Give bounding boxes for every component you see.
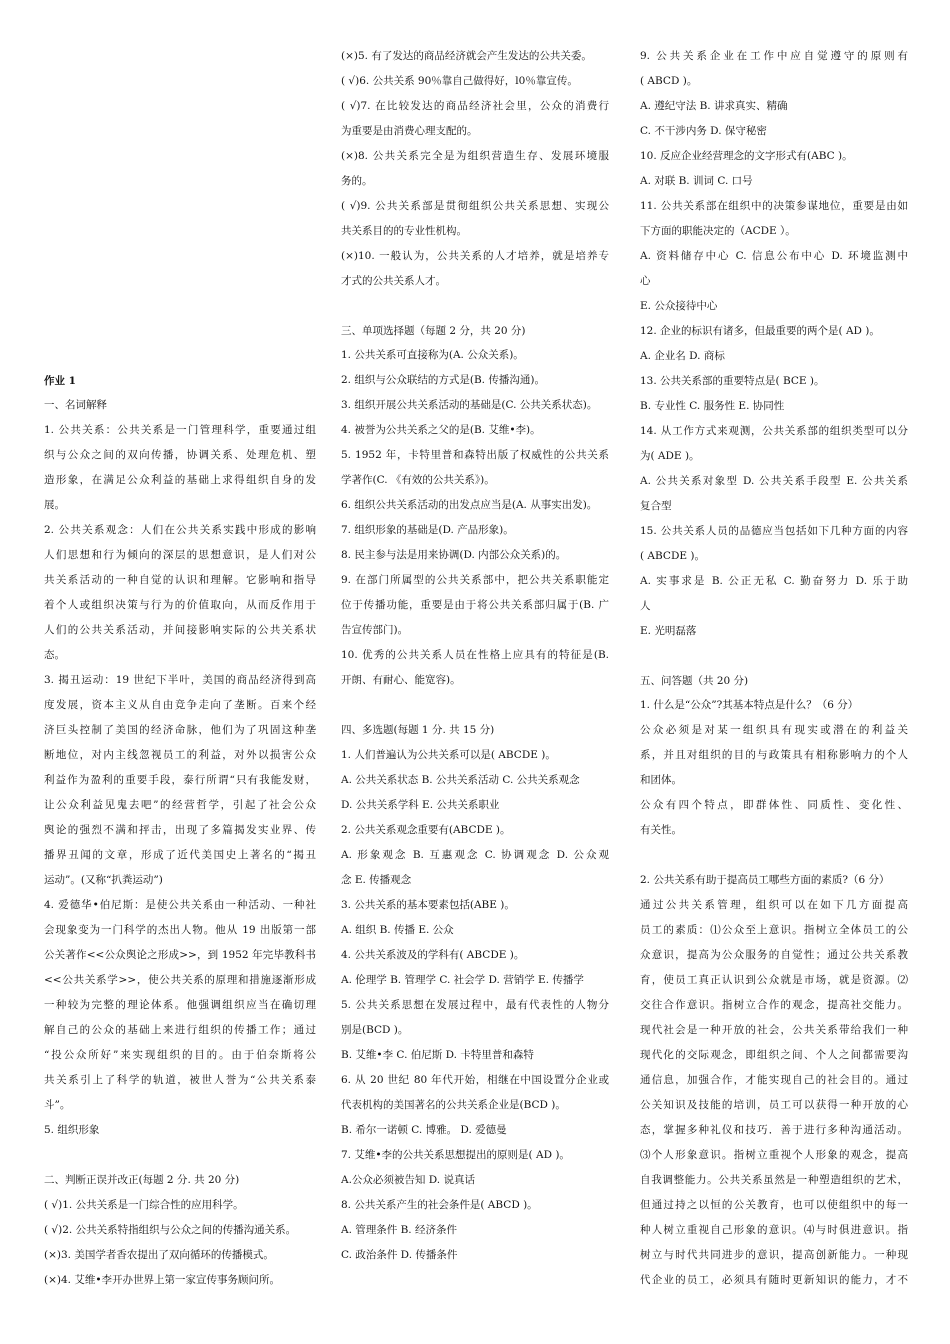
- col2-text-line: ( √)9. 公共关系部是贯彻组织公共关系思想、实现公: [341, 200, 609, 212]
- col2-text-line: 5. 公共关系思想在发展过程中，最有代表性的人物分: [341, 999, 609, 1011]
- col3-text-line: 系，并且对组织的目的与政策具有相称影响力的个人: [640, 749, 908, 761]
- col1-text-line: 利益作为盈利的重要手段，泰行所谓“只有我能发财，: [44, 774, 316, 786]
- col2-text-line: 2. 组织与公众联结的方式是(B. 传播沟通)。: [341, 374, 545, 386]
- col3-text-line: 公众必须是对某一组织具有现实或潜在的利益关: [640, 724, 908, 736]
- col1-text-line: 会现象变为一门科学的杰出人物。他从 19 出版第一部: [44, 924, 316, 936]
- col3-text-line: 2. 公共关系有助于提高员工哪些方面的素质?（6 分）: [640, 874, 890, 886]
- col2-text-line: D. 公共关系学科 E. 公共关系职业: [341, 799, 500, 811]
- col1-text-line: “投公众所好”来实现组织的目的。由于伯奈斯将公: [44, 1049, 316, 1061]
- col1-text-line: 斗”。: [44, 1099, 71, 1111]
- col2-text-line: 共关系目的的专业性机构。: [341, 225, 467, 237]
- col3-text-line: ( ABCD )。: [640, 75, 698, 87]
- col3-text-line: 员工的素质：⑴公众至上意识。指树立全体员工的公: [640, 924, 908, 936]
- col3-text-line: C. 不干涉内务 D. 保守秘密: [640, 125, 767, 137]
- col1-text-line: 态。: [44, 649, 65, 661]
- col1-text-line: 3. 揭丑运动：19 世纪下半叶，美国的商品经济得到高: [44, 674, 316, 686]
- col1-text-line: 造形象，在满足公众利益的基础上求得组织自身的发: [44, 474, 316, 486]
- col3-text-line: A. 公共关系对象型 D. 公共关系手段型 E. 公共关系: [640, 475, 908, 487]
- col3-text-line: 代企业的员工，必须具有随时更新知识的能力，才不: [640, 1274, 908, 1286]
- col2-text-line: ( √)6. 公共关系 90％靠自己做得好，l0％靠宣传。: [341, 75, 578, 87]
- col1-text-line: (×)3. 美国学者香农提出了双向循环的传播模式。: [44, 1249, 274, 1261]
- col3-text-line: 14. 从工作方式来观测，公共关系部的组织类型可以分: [640, 425, 908, 437]
- col3-text-line: 复合型: [640, 500, 672, 512]
- col1-text-line: 解自己的公众的基础上来进行组织的传播工作；通过: [44, 1024, 316, 1036]
- col1-text-line: 度发展，资本主义从自由竞争走向了垄断。百来个经: [44, 699, 316, 711]
- col1-text-line: 一、名词解释: [44, 399, 107, 411]
- col1-text-line: 让公众利益见鬼去吧”的经营哲学，引起了社会公众: [44, 799, 316, 811]
- col1-text-line: 织与公众之间的双向传播，协调关系、处理危机、塑: [44, 449, 316, 461]
- col3-text-line: 15. 公共关系人员的品德应当包括如下几种方面的内容: [640, 525, 908, 537]
- col3-text-line: 13. 公共关系部的重要特点是( BCE )。: [640, 375, 825, 387]
- col3-text-line: 心: [640, 275, 651, 287]
- col1-text-line: 济巨头控制了美国的经济命脉，他们为了巩固这种垄: [44, 724, 316, 736]
- col1-text-line: 人们思想和行为倾向的深层的思想意识，是人们对公: [44, 549, 316, 561]
- col3-text-line: 自我调整能力。公共关系虽然是一种塑造组织的艺术，: [640, 1174, 908, 1186]
- col2-text-line: 2. 公共关系观念重要有(ABCDE )。: [341, 824, 511, 836]
- col1-text-line: 4. 爱德华•伯尼斯：是使公共关系由一种活动、一种社: [44, 899, 316, 911]
- col1-text-line: <<公共关系学>>，使公共关系的原理和措施逐渐形成: [44, 974, 316, 986]
- col3-text-line: E. 光明磊落: [640, 625, 697, 637]
- col1-text-line: ( √)1. 公共关系是一门综合性的应用科学。: [44, 1199, 244, 1211]
- col3-text-line: 1. 什么是“公众”?其基本特点是什么？（6 分）: [640, 699, 859, 711]
- col3-text-line: E. 公众接待中心: [640, 300, 718, 312]
- col3-text-line: ( ABCDE )。: [640, 550, 705, 562]
- col2-text-line: 3. 公共关系的基本要素包括(ABE )。: [341, 899, 515, 911]
- col2-text-line: 为重要是由消费心理支配的。: [341, 125, 478, 137]
- col2-text-line: 5. 1952 年，卡特里普和森特出版了权威性的公共关系: [341, 449, 609, 461]
- col2-text-line: 开朗、有耐心、能宽容)。: [341, 674, 461, 686]
- col3-text-line: 公关知识及技能的培训，员工可以获得一种开放的心: [640, 1099, 908, 1111]
- col1-text-line: 共关系活动的一种自觉的认识和理解。它影响和指导: [44, 574, 316, 586]
- col2-text-line: 6. 从 20 世纪 80 年代开始，相继在中国设置分企业或: [341, 1074, 609, 1086]
- col1-text-line: 共关系引上了科学的轨道，被世人誉为“公共关系泰: [44, 1074, 316, 1086]
- col2-text-line: 8. 公共关系产生的社会条件是( ABCD )。: [341, 1199, 538, 1211]
- col3-text-line: A. 企业名 D. 商标: [640, 350, 725, 362]
- col3-text-line: 公众有四个特点，即群体性、同质性、变化性、: [640, 799, 908, 811]
- col3-text-line: 育，使员工真正认识到公众就是市场，就是资源。⑵: [640, 974, 908, 986]
- col2-text-line: 学著作(C. 《有效的公共关系》)。: [341, 474, 495, 486]
- col2-text-line: B. 希尔一诺顿 C. 博雅。 D. 爱德曼: [341, 1124, 507, 1136]
- col2-text-line: A. 管理条件 B. 经济条件: [341, 1224, 457, 1236]
- col1-text-line: 人们的公共关系活动，并间接影响实际的公共关系状: [44, 624, 316, 636]
- col1-text-line: 作业 1: [44, 375, 76, 387]
- col3-text-line: 种人树立重视自己形象的意识。⑷与时俱进意识。指: [640, 1224, 908, 1236]
- col3-text-line: 树立与时代共同进步的意识，提高创新能力。一种现: [640, 1249, 908, 1261]
- col3-text-line: B. 专业性 C. 服务性 E. 协同性: [640, 400, 785, 412]
- col3-text-line: 下方面的职能决定的（ACDE ）。: [640, 225, 796, 237]
- col1-text-line: 运动”。(又称“扒粪运动”): [44, 874, 163, 886]
- col2-text-line: 位于传播功能，重要是由于将公共关系部归属于(B. 广: [341, 599, 609, 611]
- col3-text-line: 10. 反应企业经营理念的文字形式有(ABC )。: [640, 150, 853, 162]
- col2-text-line: ( √)7. 在比较发达的商品经济社会里，公众的消费行: [341, 100, 609, 112]
- col1-text-line: 5. 组织形象: [44, 1124, 100, 1136]
- col1-text-line: 二、判断正误并改正(每题 2 分. 共 20 分): [44, 1174, 240, 1186]
- col3-text-line: 但通过持之以恒的公关教育，也可以使组织中的每一: [640, 1199, 908, 1211]
- col2-text-line: (×)8. 公共关系完全是为组织营造生存、发展环境服: [341, 150, 609, 162]
- col1-text-line: 公关著作<<公众舆论之形成>>，到 1952 年完毕教科书: [44, 949, 316, 961]
- col1-text-line: 断地位，对内主线忽视员工的利益，对外以损害公众: [44, 749, 316, 761]
- col2-text-line: B. 艾维•李 C. 伯尼斯 D. 卡特里普和森特: [341, 1049, 534, 1061]
- col1-text-line: 展。: [44, 499, 65, 511]
- col2-text-line: 4. 被誉为公共关系之父的是(B. 艾维•李)。: [341, 424, 541, 436]
- col3-text-line: 有关性。: [640, 824, 682, 836]
- col2-text-line: 三、单项选择题（每题 2 分，共 20 分): [341, 325, 526, 337]
- col2-text-line: A.公众必须被告知 D. 说真话: [341, 1174, 475, 1186]
- col1-text-line: 着个人或组织决策与行为的价值取向，从而反作用于: [44, 599, 316, 611]
- col1-text-line: 舆论的强烈不满和抨击，出现了多篇揭发实业界、传: [44, 824, 316, 836]
- col2-text-line: 代表机构的美国著名的公共关系企业是(BCD )。: [341, 1099, 566, 1111]
- col1-text-line: 2. 公共关系观念：人们在公共关系实践中形成的影响: [44, 524, 316, 536]
- col3-text-line: 12. 企业的标识有诸多，但最重要的两个是( AD )。: [640, 325, 880, 337]
- col3-text-line: A. 对联 B. 训词 C. 口号: [640, 175, 753, 187]
- col2-text-line: 告宣传部门)。: [341, 624, 409, 636]
- col1-text-line: ( √)2. 公共关系特指组织与公众之间的传播沟通关系。: [44, 1224, 297, 1236]
- col3-text-line: 通过公共关系管理，组织可以在如下几方面提高: [640, 899, 908, 911]
- col2-text-line: 四、多选题(每题 1 分. 共 15 分): [341, 724, 495, 736]
- col3-text-line: 交往合作意识。指树立合作的观念，提高社交能力。: [640, 999, 908, 1011]
- col2-text-line: 10. 优秀的公共关系人员在性格上应具有的特征是(B.: [341, 649, 609, 661]
- col2-text-line: A. 伦理学 B. 管理学 C. 社会学 D. 营销学 E. 传播学: [341, 974, 584, 986]
- col3-text-line: 9. 公共关系企业在工作中应自觉遵守的原则有: [640, 50, 908, 62]
- col3-text-line: 现代化的交际观念，即组织之间、个人之间都需要沟: [640, 1049, 908, 1061]
- col1-text-line: 播界丑闻的文章，形成了近代美国史上著名的“揭丑: [44, 849, 316, 861]
- col2-text-line: 3. 组织开展公共关系活动的基础是(C. 公共关系状态)。: [341, 399, 598, 411]
- col3-text-line: 五、问答题（共 20 分): [640, 675, 749, 687]
- col1-text-line: 1. 公共关系：公共关系是一门管理科学，重要通过组: [44, 424, 316, 436]
- col3-text-line: A. 资料储存中心 C. 信息公布中心 D. 环境监测中: [640, 250, 908, 262]
- col2-text-line: 7. 艾维•李的公共关系思想提出的原则是( AD )。: [341, 1149, 570, 1161]
- col1-text-line: (×)4. 艾维•李开办世界上第一家宣传事务顾问所。: [44, 1274, 281, 1286]
- col3-text-line: 为( ADE )。: [640, 450, 700, 462]
- col2-text-line: A. 组织 B. 传播 E. 公众: [341, 924, 454, 936]
- col3-text-line: A. 遵纪守法 B. 讲求真实、精确: [640, 100, 788, 112]
- col3-text-line: A. 实事求是 B. 公正无私 C. 勤奋努力 D. 乐于助: [640, 575, 908, 587]
- col2-text-line: 7. 组织形象的基础是(D. 产品形象)。: [341, 524, 514, 536]
- col3-text-line: 11. 公共关系部在组织中的决策参谋地位，重要是由如: [640, 200, 908, 212]
- col2-text-line: 才式的公共关系人才。: [341, 275, 446, 287]
- col3-text-line: ⑶个人形象意识。指树立重视个人形象的观念，提高: [640, 1149, 908, 1161]
- col2-text-line: 4. 公共关系波及的学科有( ABCDE )。: [341, 949, 525, 961]
- col1-text-line: 一种较为完整的理论体系。他强调组织应当在确切理: [44, 999, 316, 1011]
- col2-text-line: 8. 民主参与法是用来协调(D. 内部公众关系)的。: [341, 549, 567, 561]
- col2-text-line: A. 公共关系状态 B. 公共关系活动 C. 公共关系观念: [341, 774, 580, 786]
- col2-text-line: 别是(BCD )。: [341, 1024, 409, 1036]
- col3-text-line: 人: [640, 600, 651, 612]
- col2-text-line: 念 E. 传播观念: [341, 874, 412, 886]
- col2-text-line: 1. 公共关系可直接称为(A. 公众关系)。: [341, 349, 524, 361]
- col2-text-line: 1. 人们普遍认为公共关系可以是( ABCDE )。: [341, 749, 556, 761]
- col3-text-line: 通信息，加强合作，才能实现自己的社会目的。通过: [640, 1074, 908, 1086]
- col2-text-line: C. 政治条件 D. 传播条件: [341, 1249, 458, 1261]
- col2-text-line: (×)10. 一般认为，公共关系的人才培养，就是培养专: [341, 250, 609, 262]
- col3-text-line: 现代社会是一种开放的社会，公共关系带给我们一种: [640, 1024, 908, 1036]
- col2-text-line: A. 形象观念 B. 互惠观念 C. 协调观念 D. 公众观: [341, 849, 609, 861]
- col2-text-line: (×)5. 有了发达的商品经济就会产生发达的公共关委。: [341, 50, 592, 62]
- col3-text-line: 态，掌握多种礼仪和技巧．善于进行多种沟通活动。: [640, 1124, 908, 1136]
- col2-text-line: 9. 在部门所属型的公共关系部中，把公共关系职能定: [341, 574, 609, 586]
- col3-text-line: 和团体。: [640, 774, 682, 786]
- col2-text-line: 务的。: [341, 175, 373, 187]
- col2-text-line: 6. 组织公共关系活动的出发点应当是(A. 从事实出发)。: [341, 499, 598, 511]
- col3-text-line: 众意识，提高为公众服务的自觉性；通过公共关系教: [640, 949, 908, 961]
